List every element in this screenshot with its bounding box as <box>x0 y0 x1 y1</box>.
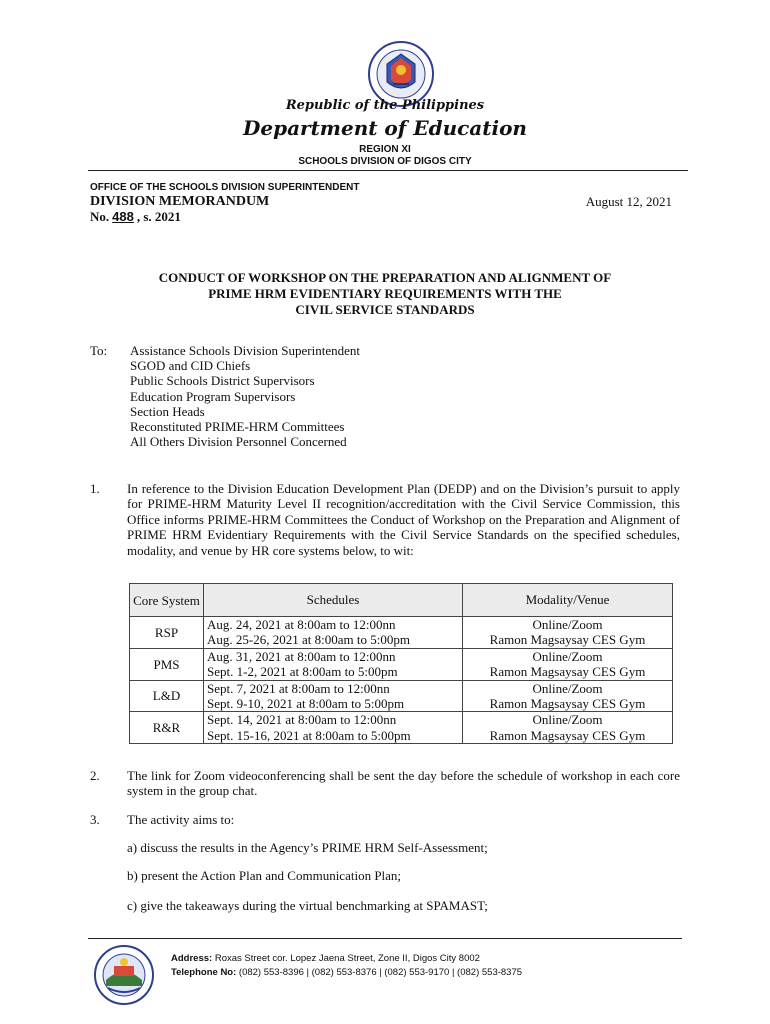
core-system-cell: R&R <box>130 712 204 744</box>
aim-item-a: a) discuss the results in the Agency’s PRIME HRM Self-Assessment; <box>127 840 488 855</box>
table-row <box>130 648 673 664</box>
recipient: Assistance Schools Division Superintendent <box>130 343 361 358</box>
table-row <box>130 632 673 648</box>
header-core-system-label: Core System <box>133 592 200 608</box>
venue-cell: Ramon Magsaysay CES Gym <box>463 728 673 744</box>
header-modality-venue: Modality/Venue <box>463 584 673 617</box>
table-row <box>130 712 673 728</box>
recipient: All Others Division Personnel Concerned <box>130 434 347 450</box>
memo-number <box>90 209 181 225</box>
schedule-cell: Sept. 15-16, 2021 at 8:00am to 5:00pm <box>204 728 463 744</box>
schedule-cell: Aug. 24, 2021 at 8:00am to 12:00nn <box>204 617 463 633</box>
core-system-cell: RSP <box>130 617 204 649</box>
schedule-cell: Sept. 1-2, 2021 at 8:00am to 5:00pm <box>204 664 463 680</box>
recipient: Public Schools District Supervisors <box>130 373 315 389</box>
recipient: Education Program Supervisors <box>130 388 296 404</box>
core-system-cell: L&D <box>130 680 204 712</box>
recipient: Reconstituted PRIME-HRM Committees <box>130 419 345 435</box>
schedule-cell: Aug. 31, 2021 at 8:00am to 12:00nn <box>204 648 463 664</box>
memo-no-prefix: No. <box>90 209 110 224</box>
recipient: SGOD and CID Chiefs <box>130 358 251 374</box>
aim-item-c: c) give the takeaways during the virtual benchmarking at SPAMAST; <box>127 898 488 913</box>
paragraph-2-number: 2. <box>90 768 100 783</box>
footer-divider <box>88 938 682 939</box>
footer-telephone <box>171 967 522 978</box>
table-header-row <box>130 584 673 617</box>
telephone-value: (082) 553-8396 | (082) 553-8376 | (082) 553-9170 | (082) 553-8375 <box>238 967 523 978</box>
schedule-table <box>129 583 673 744</box>
schedule-cell: Aug. 25-26, 2021 at 8:00am to 5:00pm <box>204 632 463 648</box>
recipient-list <box>130 343 360 449</box>
schedule-cell: Sept. 9-10, 2021 at 8:00am to 5:00pm <box>204 696 463 712</box>
republic-line: Republic of the Philippines <box>285 98 485 113</box>
footer-address <box>171 953 480 964</box>
recipient: Section Heads <box>130 403 205 419</box>
paragraph-1-number: 1. <box>90 481 100 496</box>
address-value: Roxas Street cor. Lopez Jaena Street, Zone II, Digos City 8002 <box>214 953 480 964</box>
paragraph-3-number: 3. <box>90 812 100 827</box>
table-row <box>130 617 673 633</box>
table-row <box>130 728 673 744</box>
subject-title-line-3: CIVIL SERVICE STANDARDS <box>295 302 475 317</box>
table-row <box>130 664 673 680</box>
paragraph-3-text: The activity aims to: <box>127 812 235 827</box>
schedule-cell: Sept. 7, 2021 at 8:00am to 12:00nn <box>204 680 463 696</box>
office-line: OFFICE OF THE SCHOOLS DIVISION SUPERINTENDENT <box>90 182 360 193</box>
memo-date: August 12, 2021 <box>585 194 672 209</box>
venue-cell: Online/Zoom <box>463 648 673 664</box>
division-line: SCHOOLS DIVISION OF DIGOS CITY <box>298 156 472 167</box>
to-label: To: <box>90 343 108 358</box>
venue-cell: Online/Zoom <box>463 712 673 728</box>
memo-number-value: 488 <box>112 209 134 224</box>
table-row <box>130 696 673 712</box>
paragraph-2-text: The link for Zoom videoconferencing shall be sent the day before the schedule of workshop in each core system in the group chat. <box>127 768 680 799</box>
header-core-system <box>130 584 204 617</box>
paragraph-1-text: In reference to the Division Education Development Plan (DEDP) and on the Division’s pursuit to apply for PRIME-HRM Maturity Level II recognition/accreditation with the Civil Service Commission, this Office informs PRIME-HRM Committees the Conduct of Workshop on the Preparation and Alignment of PRIME HRM Evidentiary Requirements with the Civil Service Standards on the specified schedules, modality, and venue by HR core systems below, to wit: <box>127 481 680 558</box>
core-system-cell: PMS <box>130 648 204 680</box>
header-schedules: Schedules <box>204 584 463 617</box>
subject-title-line-2: PRIME HRM EVIDENTIARY REQUIREMENTS WITH THE <box>208 286 562 301</box>
region-line: REGION XI <box>359 144 411 155</box>
venue-cell: Online/Zoom <box>463 680 673 696</box>
schedule-cell: Sept. 14, 2021 at 8:00am to 12:00nn <box>204 712 463 728</box>
venue-cell: Ramon Magsaysay CES Gym <box>463 696 673 712</box>
table-row <box>130 680 673 696</box>
telephone-label: Telephone No: <box>171 967 237 978</box>
venue-cell: Ramon Magsaysay CES Gym <box>463 664 673 680</box>
venue-cell: Online/Zoom <box>463 617 673 633</box>
memo-series: , s. 2021 <box>136 209 181 224</box>
subject-title-line-1: CONDUCT OF WORKSHOP ON THE PREPARATION AND ALIGNMENT OF <box>158 270 612 285</box>
aim-item-b: b) present the Action Plan and Communication Plan; <box>127 868 402 883</box>
address-label: Address: <box>171 953 213 964</box>
venue-cell: Ramon Magsaysay CES Gym <box>463 632 673 648</box>
division-logo <box>92 944 156 1006</box>
department-title: Department of Education <box>243 116 527 140</box>
header-divider <box>88 170 688 171</box>
memo-type: DIVISION MEMORANDUM <box>90 194 270 209</box>
